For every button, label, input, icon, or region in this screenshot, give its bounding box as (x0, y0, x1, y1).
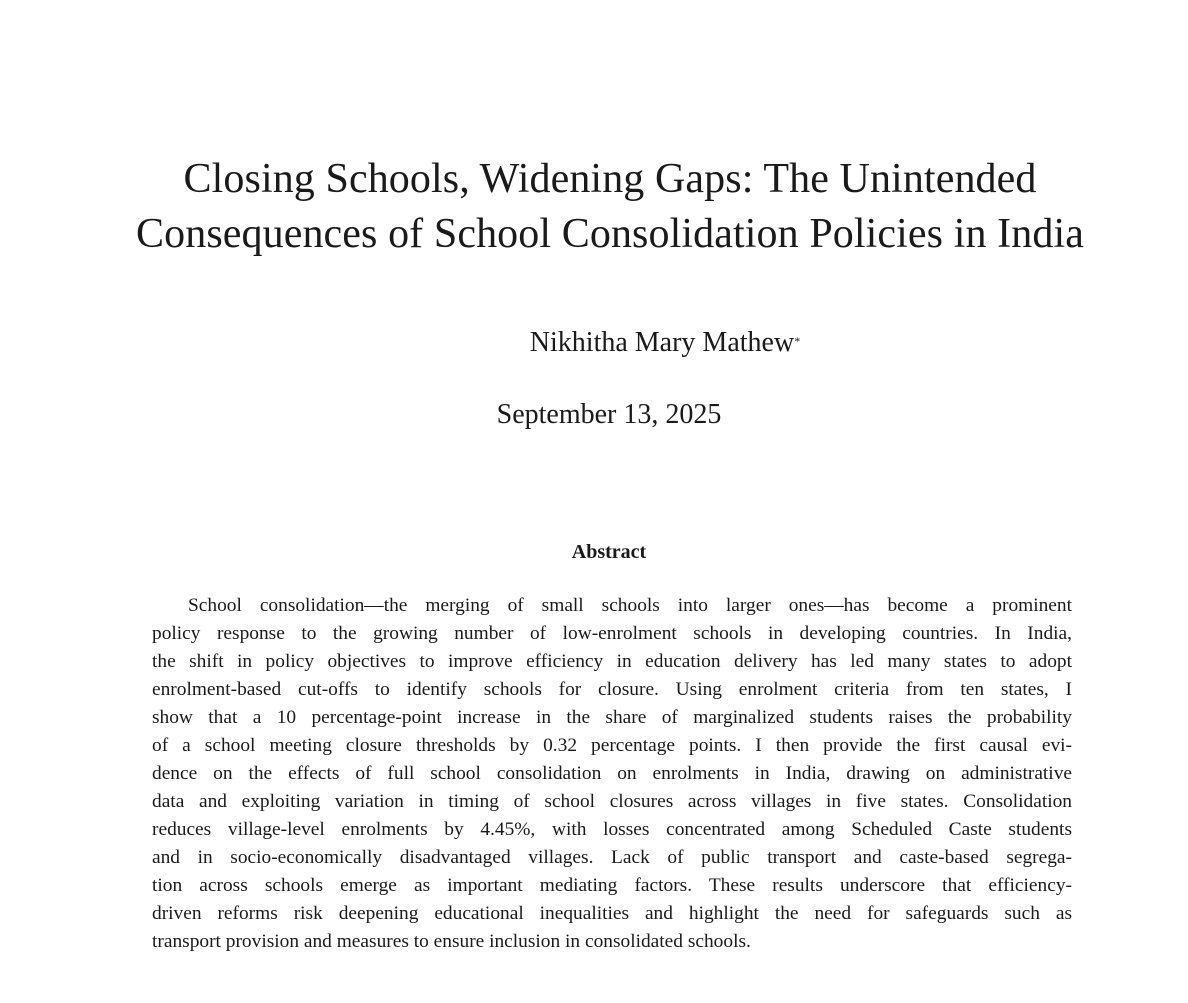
abstract-line: dence on the effects of full school consolidation on enrolments in India, drawing on administrative (152, 763, 1072, 784)
abstract-line: the shift in policy objectives to improve efficiency in education delivery has led many states to adopt (152, 651, 1072, 672)
abstract-line: transport provision and measures to ensure inclusion in consolidated schools. (152, 931, 751, 952)
paper-title-line-2: Consequences of School Consolidation Policies in India (136, 211, 1084, 257)
abstract-line: and in socio-economically disadvantaged villages. Lack of public transport and caste-based segrega- (152, 847, 1072, 868)
abstract-line: policy response to the growing number of low-enrolment schools in developing countries. In India, (152, 623, 1072, 644)
abstract-line: show that a 10 percentage-point increase in the share of marginalized students raises the probability (152, 707, 1072, 728)
abstract-line: of a school meeting closure thresholds by 0.32 percentage points. I then provide the first causal evi- (152, 735, 1072, 756)
paper-title-line-1: Closing Schools, Widening Gaps: The Unintended (183, 156, 1037, 202)
paper-title (60, 152, 1160, 262)
abstract-heading: Abstract (571, 541, 647, 563)
abstract-line: tion across schools emerge as important mediating factors. These results underscore that efficiency- (152, 875, 1072, 896)
abstract-line: driven reforms risk deepening educational inequalities and highlight the need for safeguards such as (152, 903, 1072, 924)
author-line (0, 325, 1188, 361)
author-footnote-mark[interactable]: * (794, 334, 801, 348)
author-name: Nikhitha Mary Mathew (529, 327, 795, 358)
abstract-body (152, 592, 1072, 956)
abstract-line: enrolment-based cut-offs to identify schools for closure. Using enrolment criteria from ten states, I (152, 679, 1072, 700)
abstract-line: data and exploiting variation in timing of school closures across villages in five states. Consolidation (152, 791, 1072, 812)
publication-date: September 13, 2025 (496, 399, 722, 430)
abstract-line: reduces village-level enrolments by 4.45%, with losses concentrated among Scheduled Caste students (152, 819, 1072, 840)
abstract-line: School consolidation—the merging of small schools into larger ones—has become a prominent (188, 595, 1072, 616)
